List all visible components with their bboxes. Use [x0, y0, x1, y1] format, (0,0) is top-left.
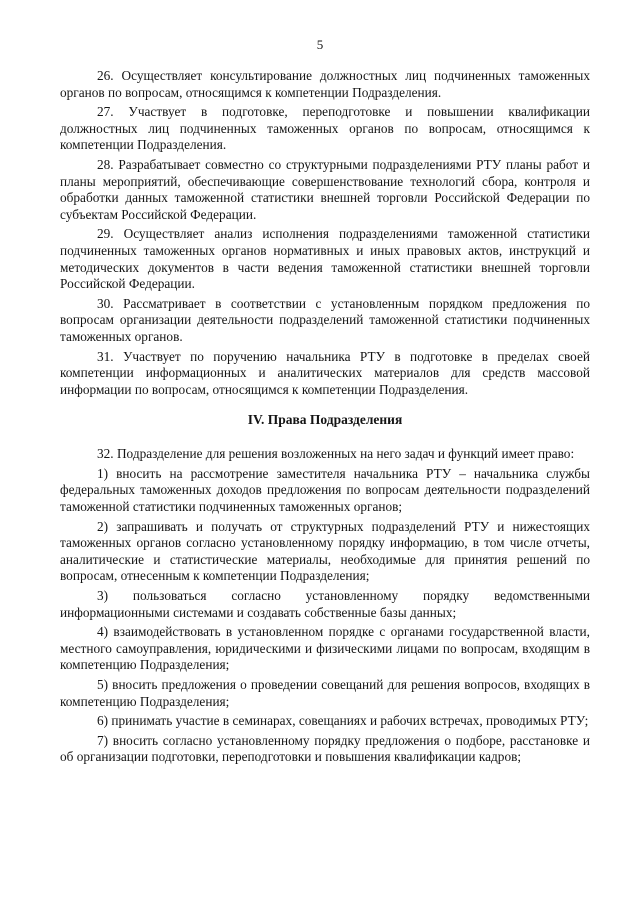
paragraph-31: 31. Участвует по поручению начальника РТУ в подготовке в пределах своей компетенции информационных и аналитических материалов для средств массовой информации по вопросам, относящимся к компетенции Подразделения. [60, 348, 590, 397]
right-item-4: 4) взаимодействовать в установленном порядке с органами государственной власти, местного самоуправления, юридическими и физическими лицами по вопросам, входящим в компетенцию Подразделения; [60, 624, 590, 673]
paragraph-26: 26. Осуществляет консультирование должностных лиц подчиненных таможенных органов по вопросам, относящимся к компетенции Подразделения. [60, 68, 590, 100]
paragraph-27: 27. Участвует в подготовке, переподготовке и повышении квалификации должностных лиц подчиненных таможенных органов по вопросам, относящимся к компетенции Подразделения. [60, 104, 590, 153]
right-item-2: 2) запрашивать и получать от структурных подразделений РТУ и нижестоящих таможенных органов согласно установленному порядку информацию, в том числе отчеты, аналитические и статистические материалы, необходимые для принятия решений по вопросам, отнесенным к компетенции Подразделения; [60, 518, 590, 584]
right-item-7: 7) вносить согласно установленному порядку предложения о подборе, расстановке и об организации подготовки, переподготовки и повышения квалификации кадров; [60, 732, 590, 765]
right-item-3: 3) пользоваться согласно установленному порядку ведомственными информационными системами и создавать собственные базы данных; [60, 588, 590, 620]
right-item-6: 6) принимать участие в семинарах, совещаниях и рабочих встречах, проводимых РТУ; [97, 713, 589, 729]
page-number: 5 [316, 37, 324, 52]
right-item-5: 5) вносить предложения о проведении совещаний для решения вопросов, входящих в компетенцию Подразделения; [60, 677, 590, 709]
document-body [60, 68, 590, 769]
paragraph-29: 29. Осуществляет анализ исполнения подразделениями таможенной статистики подчиненных таможенных органов нормативных и иных правовых актов, инструкций и методических документов в части ведения таможенной статистики внешней торговли Российской Федерации. [60, 226, 590, 292]
paragraph-32: 32. Подразделение для решения возложенных на него задач и функций имеет право: [97, 446, 575, 462]
paragraph-28: 28. Разрабатывает совместно со структурными подразделениями РТУ планы работ и планы мероприятий, обеспечивающие совершенствование технологий сбора, контроля и обработки данных таможенной статистики внешней торговли Российской Федерации по субъектам Российской Федерации. [60, 156, 590, 222]
paragraph-30: 30. Рассматривает в соответствии с установленным порядком предложения по вопросам организации деятельности подразделений таможенной статистики подчиненных таможенных органов. [60, 295, 590, 344]
section-heading: IV. Права Подразделения [247, 412, 403, 428]
right-item-1: 1) вносить на рассмотрение заместителя начальника РТУ – начальника службы федеральных таможенных доходов предложения по вопросам деятельности подразделений таможенной статистики подчиненных таможенных органов; [60, 465, 590, 515]
